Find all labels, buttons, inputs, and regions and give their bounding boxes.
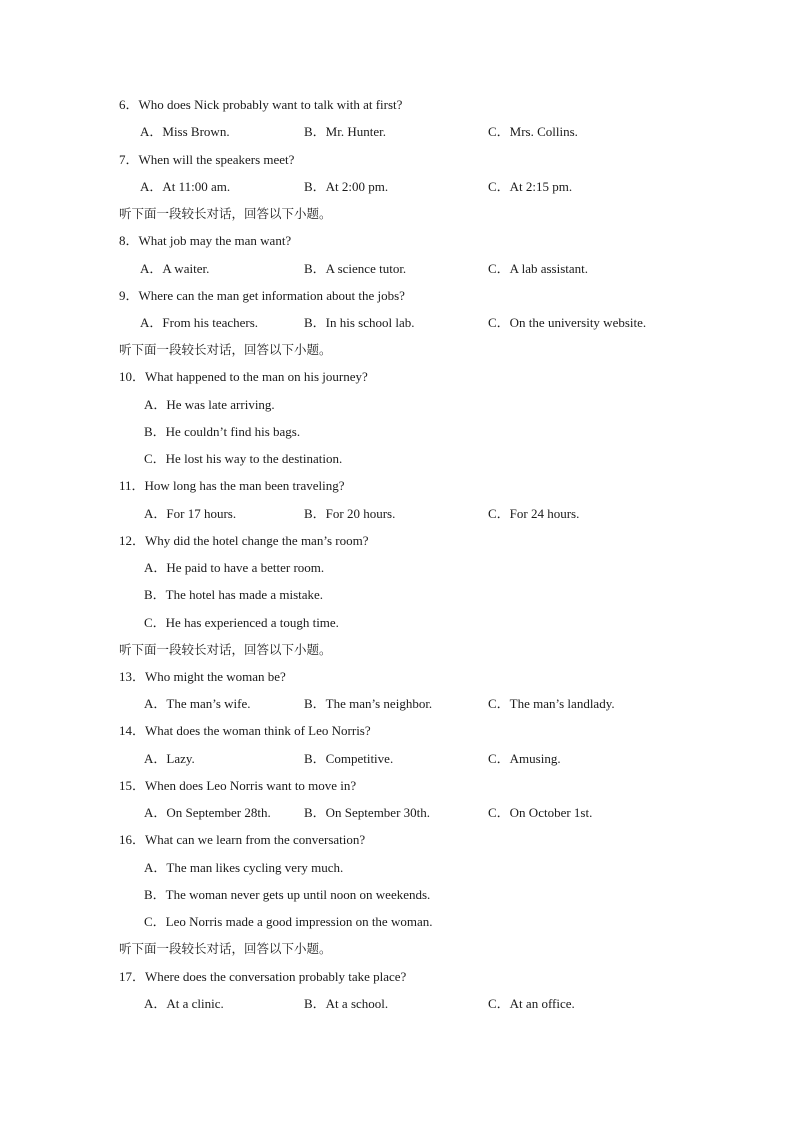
q17-option-a: A．At a clinic. [144, 996, 224, 1011]
q15-option-a: A．On September 28th. [144, 805, 271, 820]
q9-option-a: A．From his teachers. [140, 315, 259, 330]
question-13: 13．Who might the woman be? [119, 669, 286, 684]
q8-option-c: C．A lab assistant. [488, 261, 589, 276]
q13-option-c: C．The man’s landlady. [488, 696, 615, 711]
question-6: 6．Who does Nick probably want to talk with at first? [119, 97, 403, 112]
q11-option-a: A．For 17 hours. [144, 506, 237, 521]
q8-option-a: A．A waiter. [140, 261, 210, 276]
q16-option-a: A．The man likes cycling very much. [144, 860, 344, 875]
q12-option-b: B．The hotel has made a mistake. [144, 587, 324, 602]
q10-option-b: B．He couldn’t find his bags. [144, 424, 301, 439]
q16-option-b: B．The woman never gets up until noon on weekends. [144, 887, 431, 902]
q14-option-a: A．Lazy. [144, 751, 195, 766]
q14-option-b: B．Competitive. [304, 751, 394, 766]
section-heading: 听下面一段较长对话，回答以下小题。 [119, 206, 332, 221]
section-heading: 听下面一段较长对话，回答以下小题。 [119, 342, 332, 357]
question-8: 8．What job may the man want? [119, 233, 292, 248]
q7-option-c: C．At 2:15 pm. [488, 179, 573, 194]
q17-option-b: B．At a school. [304, 996, 389, 1011]
question-11: 11．How long has the man been traveling? [119, 478, 345, 493]
q7-option-b: B．At 2:00 pm. [304, 179, 389, 194]
question-17: 17．Where does the conversation probably take place? [119, 969, 407, 984]
section-heading: 听下面一段较长对话，回答以下小题。 [119, 642, 332, 657]
question-10: 10．What happened to the man on his journey? [119, 369, 368, 384]
q9-option-c: C．On the university website. [488, 315, 647, 330]
q13-option-a: A．The man’s wife. [144, 696, 251, 711]
question-12: 12．Why did the hotel change the man’s room? [119, 533, 369, 548]
q10-option-c: C．He lost his way to the destination. [144, 451, 343, 466]
question-15: 15．When does Leo Norris want to move in? [119, 778, 357, 793]
q11-option-c: C．For 24 hours. [488, 506, 580, 521]
q11-option-b: B．For 20 hours. [304, 506, 396, 521]
q17-option-c: C．At an office. [488, 996, 575, 1011]
q14-option-c: C．Amusing. [488, 751, 561, 766]
q10-option-a: A．He was late arriving. [144, 397, 275, 412]
q6-option-b: B．Mr. Hunter. [304, 124, 386, 139]
q7-option-a: A．At 11:00 am. [140, 179, 231, 194]
q6-option-a: A．Miss Brown. [140, 124, 230, 139]
question-9: 9．Where can the man get information about the jobs? [119, 288, 405, 303]
section-heading: 听下面一段较长对话，回答以下小题。 [119, 941, 332, 956]
q12-option-c: C．He has experienced a tough time. [144, 615, 339, 630]
q6-option-c: C．Mrs. Collins. [488, 124, 578, 139]
q15-option-b: B．On September 30th. [304, 805, 431, 820]
q15-option-c: C．On October 1st. [488, 805, 593, 820]
q12-option-a: A．He paid to have a better room. [144, 560, 325, 575]
q16-option-c: C．Leo Norris made a good impression on the woman. [144, 914, 433, 929]
q8-option-b: B．A science tutor. [304, 261, 407, 276]
question-16: 16．What can we learn from the conversation? [119, 832, 366, 847]
q13-option-b: B．The man’s neighbor. [304, 696, 433, 711]
question-14: 14．What does the woman think of Leo Norris? [119, 723, 371, 738]
q9-option-b: B．In his school lab. [304, 315, 415, 330]
question-7: 7．When will the speakers meet? [119, 152, 295, 167]
